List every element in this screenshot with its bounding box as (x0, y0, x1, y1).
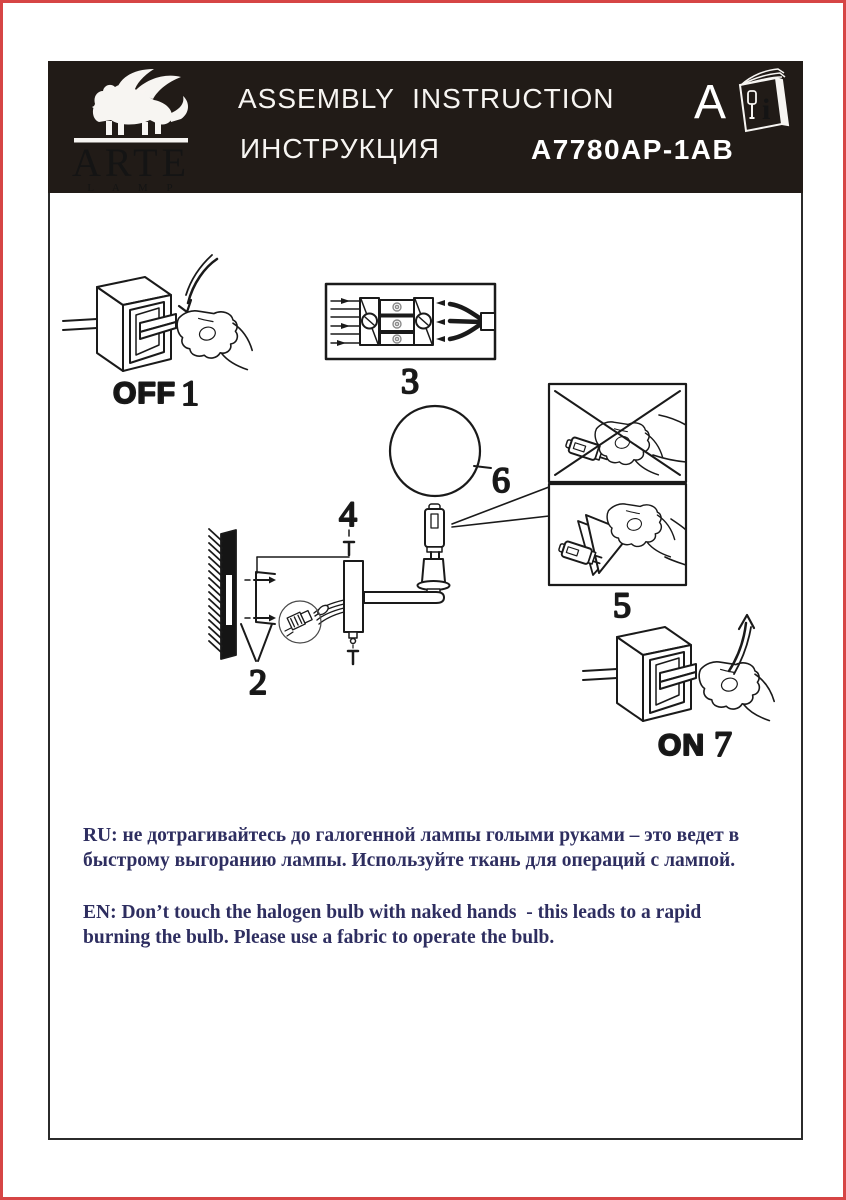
on-label: ON (658, 729, 705, 762)
title-assembly-instruction: ASSEMBLY INSTRUCTION (238, 83, 615, 114)
screwdriver-icon (748, 91, 756, 118)
note-russian: RU: не дотрагивайтесь до галогенной лампы голыми руками – это ведет в быстрому выгоранию лампы. Используйте ткань для операций с лампой. (83, 825, 740, 871)
step-4-number: 4 (339, 494, 357, 534)
step-5-number: 5 (613, 585, 631, 625)
step-3-number: 3 (401, 361, 419, 401)
brand-sub-text: L A M P (87, 182, 181, 193)
mounting-bracket-illustration (241, 557, 276, 702)
on-switch-illustration (583, 615, 774, 764)
instruction-book-icon (732, 67, 790, 133)
off-switch-illustration (63, 255, 252, 413)
step-2-number: 2 (249, 662, 267, 702)
wiring-diagram (326, 284, 495, 401)
off-label: OFF (113, 377, 176, 410)
turn-off-arrow-icon (179, 255, 217, 312)
step-7-number: 7 (714, 724, 732, 764)
step-6-number: 6 (492, 460, 510, 500)
brand-name-text: ARTE (71, 140, 191, 185)
handling-warning-panel (549, 384, 686, 625)
model-code: A7780AP-1AB (531, 134, 735, 165)
glass-shade-illustration (390, 406, 510, 500)
lamp-arm-illustration (257, 494, 450, 664)
step-1-number: 1 (181, 373, 199, 413)
halogen-bulb-illustration (425, 504, 444, 563)
connection-detail-circle (279, 600, 344, 643)
winged-lion-icon (74, 69, 188, 143)
brand-logo (62, 63, 212, 193)
wall-cross-section (209, 529, 236, 659)
warning-notes (83, 823, 763, 950)
manual-info-letter: i (762, 93, 771, 126)
title-instruction-ru: ИНСТРУКЦИЯ (240, 133, 440, 164)
note-english: EN: Don’t touch the halogen bulb with naked hands - this leads to a rapid burning the bulb. Please use a fabric to operate the bulb. (83, 902, 702, 948)
header-bar (48, 61, 803, 193)
pressing-hand-icon (177, 311, 252, 370)
revision-letter: A (694, 76, 727, 129)
